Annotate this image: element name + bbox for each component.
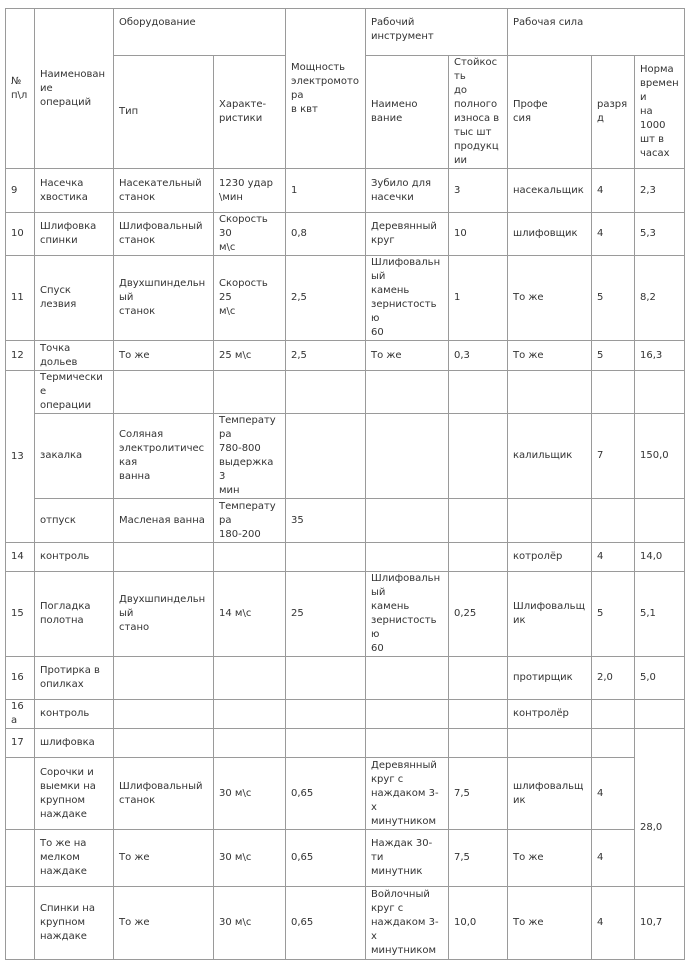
table-row	[6, 543, 685, 572]
cell-characteristics: Температура 780-800 выдержка 3 мин	[214, 414, 286, 499]
table-row	[6, 830, 685, 887]
header-characteristics: Характе- ристики	[214, 56, 286, 169]
cell-grade: 5	[592, 341, 635, 371]
cell-durability: 0,3	[449, 341, 508, 371]
cell-norm: 28,0	[635, 729, 685, 887]
cell-profession: То же	[508, 887, 592, 960]
cell-norm: 5,3	[635, 213, 685, 256]
cell-grade: 5	[592, 256, 635, 341]
cell-operation-group: Термические операции	[35, 371, 114, 414]
cell-num: 15	[6, 572, 35, 657]
cell-tool: Наждак 30-ти минутник	[366, 830, 449, 887]
cell-durability: 10	[449, 213, 508, 256]
cell-profession: протирщик	[508, 657, 592, 700]
table-row	[6, 572, 685, 657]
table-row	[6, 256, 685, 341]
table-row	[6, 499, 685, 543]
cell-tool: Деревянный круг с наждаком 3-х минутником	[366, 758, 449, 830]
cell-type: Соляная электролитическая ванна	[114, 414, 214, 499]
cell-profession: То же	[508, 341, 592, 371]
cell-characteristics: 1230 удар \мин	[214, 169, 286, 213]
operations-table	[5, 8, 685, 960]
cell-profession: То же	[508, 830, 592, 887]
cell-grade: 5	[592, 572, 635, 657]
cell-durability: 3	[449, 169, 508, 213]
cell-type: То же	[114, 830, 214, 887]
cell-operation: шлифовка	[35, 729, 114, 758]
cell-norm: 16,3	[635, 341, 685, 371]
cell-grade: 4	[592, 830, 635, 887]
cell-characteristics: Температура 180-200	[214, 499, 286, 543]
header-norm: Норма времени на 1000 шт в часах	[635, 56, 685, 169]
cell-tool: Деревянный круг	[366, 213, 449, 256]
cell-num: 10	[6, 213, 35, 256]
cell-profession: шлифовальщик	[508, 758, 592, 830]
cell-type: Шлифовальный станок	[114, 758, 214, 830]
cell-type: Шлифовальный станок	[114, 213, 214, 256]
cell-type: Двухшпиндельный станок	[114, 256, 214, 341]
cell-tool: То же	[366, 341, 449, 371]
cell-norm: 5,0	[635, 657, 685, 700]
cell-characteristics: Скорость 25 м\с	[214, 256, 286, 341]
cell-type: Насекательный станок	[114, 169, 214, 213]
header-equipment: Оборудование	[114, 9, 286, 56]
cell-num: 12	[6, 341, 35, 371]
table-row	[6, 758, 685, 830]
cell-type: То же	[114, 341, 214, 371]
cell-tool: Шлифовальный камень зернистостью 60	[366, 572, 449, 657]
cell-profession: шлифовщик	[508, 213, 592, 256]
cell-operation: Спинки на крупном наждаке	[35, 887, 114, 960]
cell-operation: Протирка в опилках	[35, 657, 114, 700]
cell-type: Двухшпиндельный стано	[114, 572, 214, 657]
cell-profession: Шлифовальщик	[508, 572, 592, 657]
cell-operation: контроль	[35, 700, 114, 729]
cell-characteristics: 30 м\с	[214, 830, 286, 887]
header-tool: Рабочий инструмент	[366, 9, 508, 56]
table-row	[6, 341, 685, 371]
cell-power: 0,65	[286, 830, 366, 887]
cell-num: 11	[6, 256, 35, 341]
cell-norm: 150,0	[635, 414, 685, 499]
cell-durability: 10,0	[449, 887, 508, 960]
cell-num: 14	[6, 543, 35, 572]
cell-durability: 1	[449, 256, 508, 341]
cell-operation: контроль	[35, 543, 114, 572]
cell-operation: То же на мелком наждаке	[35, 830, 114, 887]
cell-norm: 5,1	[635, 572, 685, 657]
header-grade: разряд	[592, 56, 635, 169]
table-row	[6, 414, 685, 499]
header-power: Мощность электромотора в квт	[286, 9, 366, 169]
header-type: Тип	[114, 56, 214, 169]
cell-num: 13	[6, 371, 35, 543]
cell-norm: 2,3	[635, 169, 685, 213]
header-num: № п\л	[6, 9, 35, 169]
cell-power: 1	[286, 169, 366, 213]
cell-grade: 4	[592, 887, 635, 960]
cell-durability: 7,5	[449, 758, 508, 830]
table-row	[6, 371, 685, 414]
cell-power: 25	[286, 572, 366, 657]
cell-characteristics: 30 м\с	[214, 887, 286, 960]
cell-grade: 7	[592, 414, 635, 499]
cell-num: 16а	[6, 700, 35, 729]
cell-profession: насекальщик	[508, 169, 592, 213]
cell-power: 0,65	[286, 887, 366, 960]
cell-operation: отпуск	[35, 499, 114, 543]
cell-profession: То же	[508, 256, 592, 341]
cell-power: 2,5	[286, 341, 366, 371]
table-row	[6, 169, 685, 213]
cell-norm: 8,2	[635, 256, 685, 341]
cell-norm: 10,7	[635, 887, 685, 960]
cell-profession: калильщик	[508, 414, 592, 499]
cell-characteristics: 30 м\с	[214, 758, 286, 830]
cell-operation: Точка дольев	[35, 341, 114, 371]
header-tool-name: Наимено вание	[366, 56, 449, 169]
cell-operation: Спуск лезвия	[35, 256, 114, 341]
cell-grade: 4	[592, 169, 635, 213]
cell-durability: 7,5	[449, 830, 508, 887]
cell-power: 35	[286, 499, 366, 543]
cell-characteristics: 14 м\с	[214, 572, 286, 657]
cell-grade: 4	[592, 213, 635, 256]
table-row	[6, 213, 685, 256]
cell-num: 16	[6, 657, 35, 700]
cell-num: 17	[6, 729, 35, 758]
cell-operation: Сорочки и выемки на крупном наждаке	[35, 758, 114, 830]
cell-power: 0,65	[286, 758, 366, 830]
header-labor: Рабочая сила	[508, 9, 685, 56]
cell-type: То же	[114, 887, 214, 960]
cell-power: 2,5	[286, 256, 366, 341]
cell-tool: Войлочный круг с наждаком 3-х минутником	[366, 887, 449, 960]
cell-profession: контролёр	[508, 700, 592, 729]
cell-characteristics: Скорость 30 м\с	[214, 213, 286, 256]
cell-power: 0,8	[286, 213, 366, 256]
header-profession: Профе сия	[508, 56, 592, 169]
cell-type: Масленая ванна	[114, 499, 214, 543]
cell-operation: закалка	[35, 414, 114, 499]
table-row	[6, 887, 685, 960]
cell-operation: Погладка полотна	[35, 572, 114, 657]
cell-operation: Насечка хвостика	[35, 169, 114, 213]
cell-tool: Шлифовальный камень зернистостью 60	[366, 256, 449, 341]
cell-grade: 4	[592, 543, 635, 572]
cell-grade: 4	[592, 758, 635, 830]
cell-grade: 2,0	[592, 657, 635, 700]
cell-tool: Зубило для насечки	[366, 169, 449, 213]
table-row	[6, 729, 685, 758]
cell-operation: Шлифовка спинки	[35, 213, 114, 256]
cell-durability: 0,25	[449, 572, 508, 657]
table-row	[6, 700, 685, 729]
cell-characteristics: 25 м\с	[214, 341, 286, 371]
cell-norm: 14,0	[635, 543, 685, 572]
header-durability: Стойкость до полного износа в тыс шт продукции	[449, 56, 508, 169]
header-operation: Наименование операций	[35, 9, 114, 169]
cell-profession: котролёр	[508, 543, 592, 572]
cell-num: 9	[6, 169, 35, 213]
table-row	[6, 657, 685, 700]
